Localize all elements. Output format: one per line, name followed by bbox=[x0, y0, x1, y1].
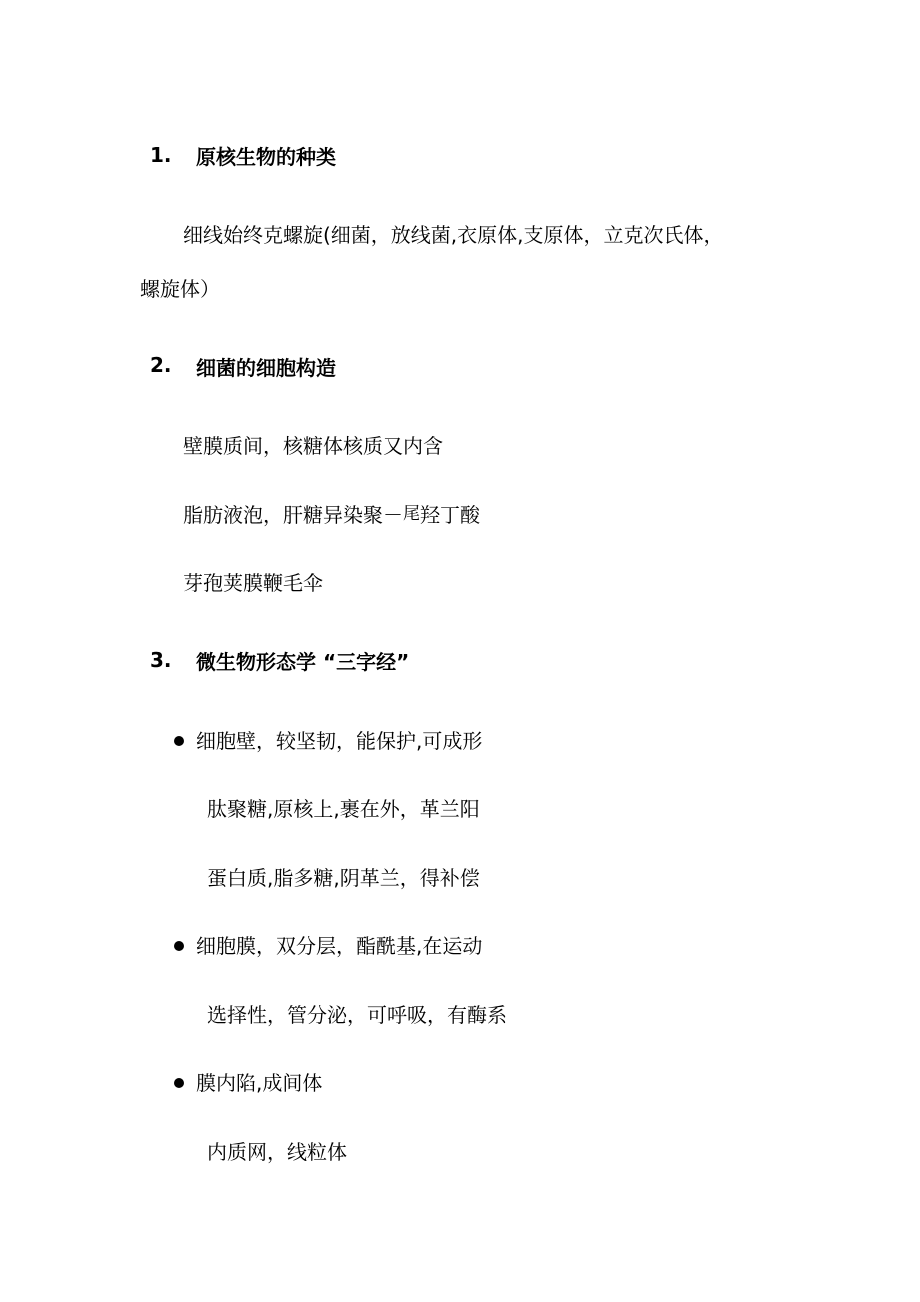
bullet-icon bbox=[174, 736, 184, 746]
section-2-title: 细菌的细胞构造 bbox=[196, 356, 336, 380]
section-3-number: 3. bbox=[150, 648, 172, 672]
bullet-icon bbox=[174, 1078, 184, 1088]
section-2-number: 2. bbox=[150, 353, 172, 377]
section-1-paragraph-line-1: 细线始终克螺旋(细菌，放线菌,衣原体,支原体，立克次氏体， bbox=[183, 223, 724, 247]
bullet-item-2: 细胞膜，双分层，酯酰基,在运动 bbox=[196, 934, 483, 958]
section-2-line-1: 壁膜质间，核糖体核质又内含 bbox=[183, 434, 443, 458]
bullet-icon bbox=[174, 941, 184, 951]
bullet-1-sub-line-2: 蛋白质,脂多糖,阴革兰，得补偿 bbox=[207, 866, 480, 890]
bullet-1-sub-line-1: 肽聚糖,原核上,裹在外，革兰阳 bbox=[207, 797, 480, 821]
bullet-item-1: 细胞壁，较坚韧，能保护,可成形 bbox=[196, 729, 483, 753]
bullet-2-sub-line-1: 选择性，管分泌，可呼吸，有酶系 bbox=[207, 1003, 507, 1027]
section-2-line-2-tail: 羟丁酸 bbox=[420, 503, 480, 527]
bullet-item-3: 膜内陷,成间体 bbox=[196, 1071, 323, 1095]
section-1-number: 1. bbox=[150, 143, 172, 167]
section-2-line-2 bbox=[183, 503, 480, 529]
section-3-title: 微生物形态学 “三字经” bbox=[196, 650, 410, 674]
bullet-3-sub-line-1: 内质网，线粒体 bbox=[207, 1140, 347, 1164]
section-2-line-2-main: 脂肪液泡，肝糖异染聚－ bbox=[183, 503, 403, 527]
section-2-line-3: 芽孢荚膜鞭毛伞 bbox=[183, 571, 323, 595]
section-2-line-2-small: 尾 bbox=[403, 504, 420, 524]
section-1-title: 原核生物的种类 bbox=[196, 145, 336, 169]
section-1-paragraph-line-2: 螺旋体） bbox=[140, 277, 220, 301]
